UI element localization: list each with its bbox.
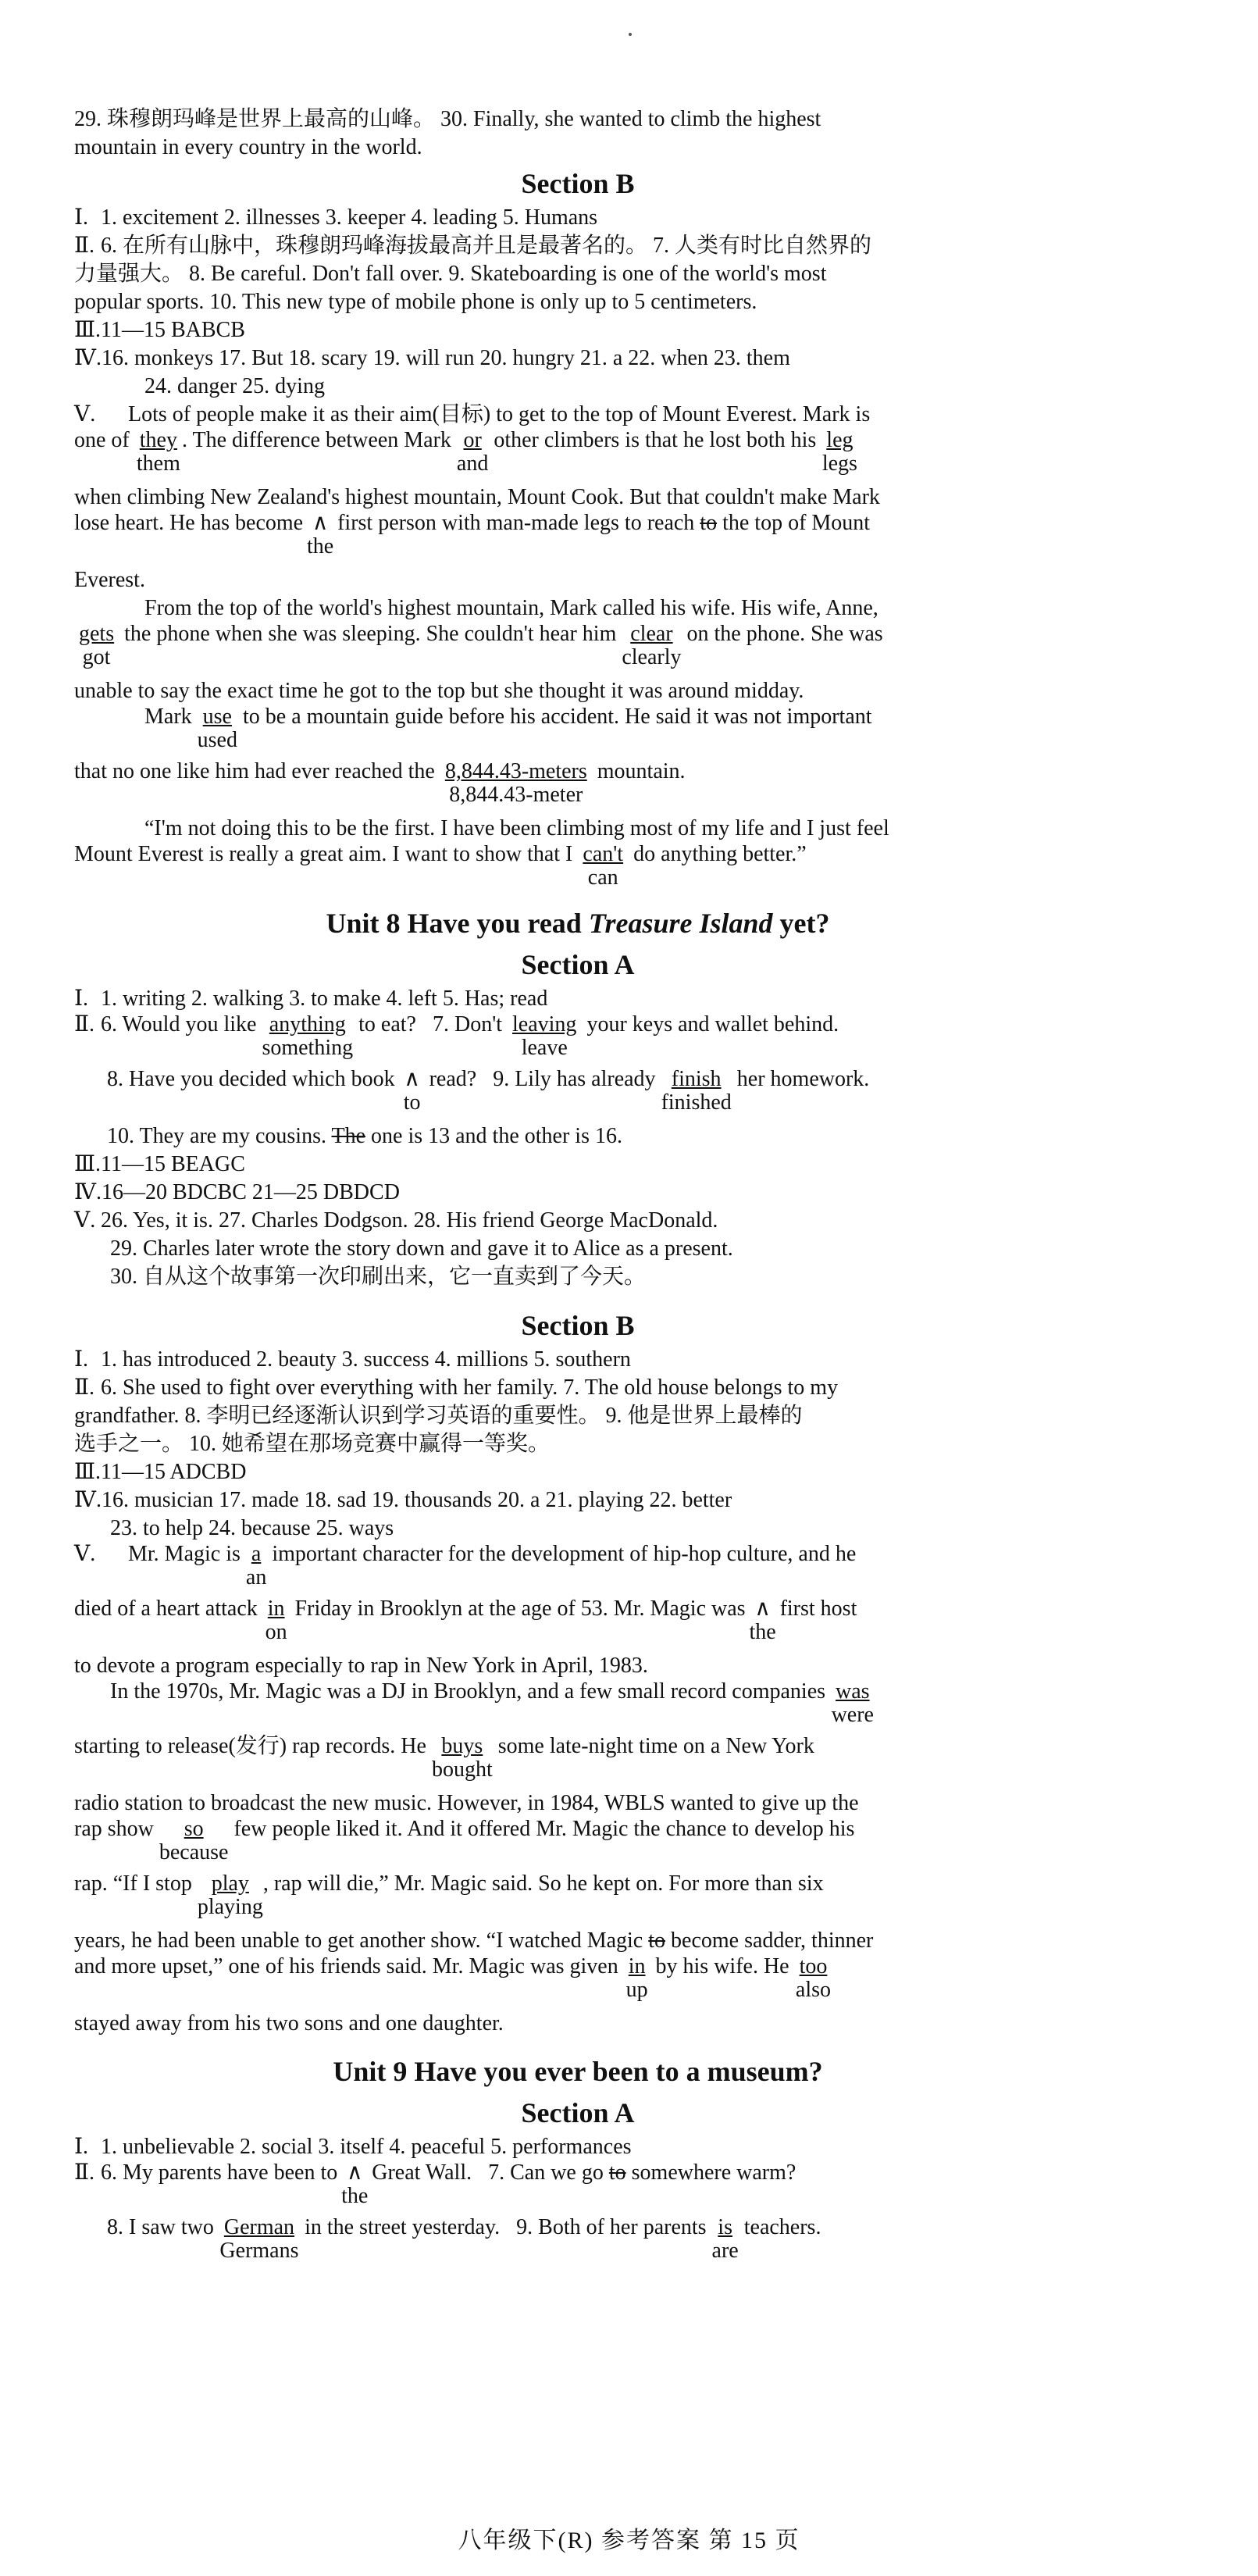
u7b-part5-l7: gets got the phone when she was sleeping. She couldn't hear him clear clearly on the phone. She was [74, 623, 1082, 669]
u7b-part5-l6: From the top of the world's highest mountain, Mark called his wife. His wife, Anne, [144, 596, 878, 620]
u7b-part5-l1: Ⅴ. Lots of people make it as their aim(目标) to get to the top of Mount Everest. Mark is [74, 402, 871, 426]
u8b-part4-l2: 23. to help 24. because 25. ways [110, 1516, 394, 1540]
answer-page [74, 105, 1082, 2271]
u7b-part5-l8: unable to say the exact time he got to the top but she thought it was around midday. [74, 679, 804, 703]
correction-they: they them [136, 428, 180, 476]
correction-leaving: leaving leave [512, 1012, 577, 1060]
u7-section-b-title: Section B [521, 168, 635, 199]
u7b-part5-l9: Mark use used to be a mountain guide before his accident. He said it was not important [144, 705, 872, 752]
unit9-title: Unit 9 Have you ever been to a museum? [333, 2056, 823, 2087]
u8a-part5-l1: Ⅴ. 26. Yes, it is. 27. Charles Dodgson. 28. His friend George MacDonald. [74, 1208, 718, 1233]
correction-a: $\frac{a}{an}$ [245, 1542, 267, 1589]
correction-in-2: $\frac{in}{up}$ [625, 1954, 648, 2002]
page-footer: 八年级下(R) 参考答案 第 15 页 [458, 2528, 800, 2553]
u8b-part4: Ⅳ.16. musician 17. made 18. sad 19. thousands 20. a 21. playing 22. better [74, 1488, 732, 1512]
correction-cant: can't can [583, 842, 624, 890]
u9a-part2-q8-9: 8. I saw two German Germans in the street yesterday. 9. Both of her parents is are teachers. [107, 2215, 821, 2263]
u7b-part3: Ⅲ.11—15 BABCB [74, 318, 245, 342]
insert-to: ∧ to [403, 1067, 421, 1115]
correction-is: is are [711, 2215, 739, 2263]
u7b-part2-l3: popular sports. 10. This new type of mobile phone is only up to 5 centimeters. [74, 290, 757, 314]
u8b-part2: Ⅱ. 6. She used to fight over everything with her family. 7. The old house belongs to my [74, 1375, 839, 1400]
u8b-part5-l5: starting to release(发行) rap records. He buys bought some late-night time on a New York [74, 1734, 814, 1782]
correction-clear: clear clearly [622, 622, 682, 669]
u8b-part3: Ⅲ.11—15 ADCBD [74, 1460, 247, 1484]
u8b-part2-l2: grandfather. 8. 李明已经逐渐认识到学习英语的重要性。 9. 他是世界上最棒的 [74, 1404, 803, 1428]
u7b-part1: Ⅰ. 1. excitement 2. illnesses 3. keeper 4. leading 5. Humans [74, 205, 598, 230]
correction-too: too also [795, 1954, 832, 2002]
insert-the-3: ∧ the [341, 2160, 369, 2208]
correction-buys: buys bought [431, 1734, 493, 1782]
u8b-part5-l6: radio station to broadcast the new music. However, in 1984, WBLS wanted to give up the [74, 1791, 859, 1815]
u7b-part2: Ⅱ. 6. 在所有山脉中，珠穆朗玛峰海拔最高并且是最著名的。 7. 人类有时比自然界的 [74, 234, 872, 258]
u8b-part1: Ⅰ. 1. has introduced 2. beauty 3. success 4. millions 5. southern [74, 1347, 631, 1372]
u8b-part5-l8: rap. “If I stop play playing , rap will die,” Mr. Magic said. So he kept on. For more than six [74, 1871, 824, 1919]
u8b-part5-l10: and more upset,” one of his friends said. Mr. Magic was given $\frac{in}{up}$ by his wife. He too also [74, 1954, 832, 2002]
delete-to-3: to [608, 2160, 626, 2185]
u8b-part5-l7: rap show so because few people liked it. And it offered Mr. Magic the chance to develop his [74, 1817, 855, 1864]
u8a-part5-l3: 30. 自从这个故事第一次印刷出来，它一直卖到了今天。 [110, 1265, 647, 1289]
u8a-part2-q8-9: 8. Have you decided which book ∧ to read? 9. Lily has already finish finished her homework. [107, 1067, 870, 1115]
u7b-part5-l3: when climbing New Zealand's highest mountain, Mount Cook. But that couldn't make Mark [74, 485, 880, 509]
u7b-part5-l10: that no one like him had ever reached the 8,844.43-meters 8,844.43-meter mountain. [74, 759, 686, 807]
u7b-part5-l12: Mount Everest is really a great aim. I want to show that I can't can do anything better.” [74, 842, 807, 890]
correction-play: play playing [197, 1871, 263, 1919]
page-dot [629, 33, 632, 36]
insert-the-2: ∧ the [749, 1597, 776, 1644]
u8b-part5-l2: died of a heart attack $\frac{in}{on}$ Friday in Brooklyn at the age of 53. Mr. Magic was ∧ the first host [74, 1597, 857, 1644]
u7b-part5-l11: “I'm not doing this to be the first. I have been climbing most of my life and I just feel [144, 816, 889, 840]
delete-to: to [700, 511, 718, 535]
correction-so: so because [159, 1817, 229, 1864]
correction-use: use used [197, 705, 237, 752]
insert-the: ∧ the [307, 511, 334, 558]
u9-section-a-title: Section A [521, 2097, 635, 2128]
u8b-part5-l11: stayed away from his two sons and one daughter. [74, 2011, 504, 2035]
u7-q29-30: 29. 珠穆朗玛峰是世界上最高的山峰。 30. Finally, she wanted to climb the highest [74, 107, 821, 131]
correction-finish: finish finished [661, 1067, 732, 1115]
u8a-part5-l2: 29. Charles later wrote the story down and gave it to Alice as a present. [110, 1236, 733, 1261]
u8a-part1: Ⅰ. 1. writing 2. walking 3. to make 4. left 5. Has; read [74, 987, 548, 1011]
u8a-part3: Ⅲ.11—15 BEAGC [74, 1152, 245, 1176]
correction-gets: gets got [79, 622, 115, 669]
correction-was: was were [831, 1679, 874, 1727]
correction-german: German Germans [219, 2215, 299, 2263]
correction-anything: anything something [262, 1012, 354, 1060]
u8b-part5-l1: Ⅴ. Mr. Magic is $\frac{a}{an}$ important character for the development of hip-hop culture, and he [74, 1542, 857, 1589]
u8a-part2-q10: 10. They are my cousins. The one is 13 and the other is 16. [107, 1124, 622, 1148]
delete-to-2: to [648, 1928, 666, 1953]
correction-or: or and [456, 428, 489, 476]
u7b-part5-l4: lose heart. He has become ∧ the first person with man-made legs to reach to the top of Mount [74, 511, 871, 558]
u7-q30-cont: mountain in every country in the world. [74, 135, 422, 159]
u8b-part2-l3: 选手之一。 10. 她希望在那场竞赛中赢得一等奖。 [74, 1432, 551, 1456]
u7b-part2-l2: 力量强大。 8. Be careful. Don't fall over. 9. Skateboarding is one of the world's most [74, 262, 827, 286]
u9a-part1: Ⅰ. 1. unbelievable 2. social 3. itself 4. peaceful 5. performances [74, 2135, 632, 2159]
u8-section-a-title: Section A [521, 949, 635, 980]
u7b-part4-l2: 24. danger 25. dying [144, 374, 325, 398]
correction-in: $\frac{in}{on}$ [265, 1597, 287, 1644]
correction-leg: leg legs [821, 428, 857, 476]
u8a-part4: Ⅳ.16—20 BDCBC 21—25 DBDCD [74, 1180, 400, 1204]
u7b-part4: Ⅳ.16. monkeys 17. But 18. scary 19. will run 20. hungry 21. a 22. when 23. them [74, 346, 790, 370]
u8a-part2-q6-7: Ⅱ. 6. Would you like anything something to eat? 7. Don't leaving leave your keys and wallet behind. [74, 1012, 839, 1060]
u8b-part5-l9: years, he had been unable to get another show. “I watched Magic to become sadder, thinner [74, 1928, 874, 1953]
u8b-part5-l3: to devote a program especially to rap in New York in April, 1983. [74, 1654, 648, 1678]
delete-the: The [331, 1124, 366, 1148]
u8-section-b-title: Section B [521, 1310, 635, 1341]
u7b-part5-l2: one of they them . The difference between Mark or and other climbers is that he lost both his leg legs [74, 428, 857, 476]
unit8-title: Unit 8 Have you read Treasure Island yet? [326, 908, 830, 939]
correction-meters: 8,844.43-meters 8,844.43-meter [444, 759, 587, 807]
u9a-part2-q6-7: Ⅱ. 6. My parents have been to ∧ the Great Wall. 7. Can we go to somewhere warm? [74, 2160, 796, 2208]
u7b-part5-l5: Everest. [74, 568, 145, 592]
u8b-part5-l4: In the 1970s, Mr. Magic was a DJ in Brooklyn, and a few small record companies was were [110, 1679, 874, 1727]
